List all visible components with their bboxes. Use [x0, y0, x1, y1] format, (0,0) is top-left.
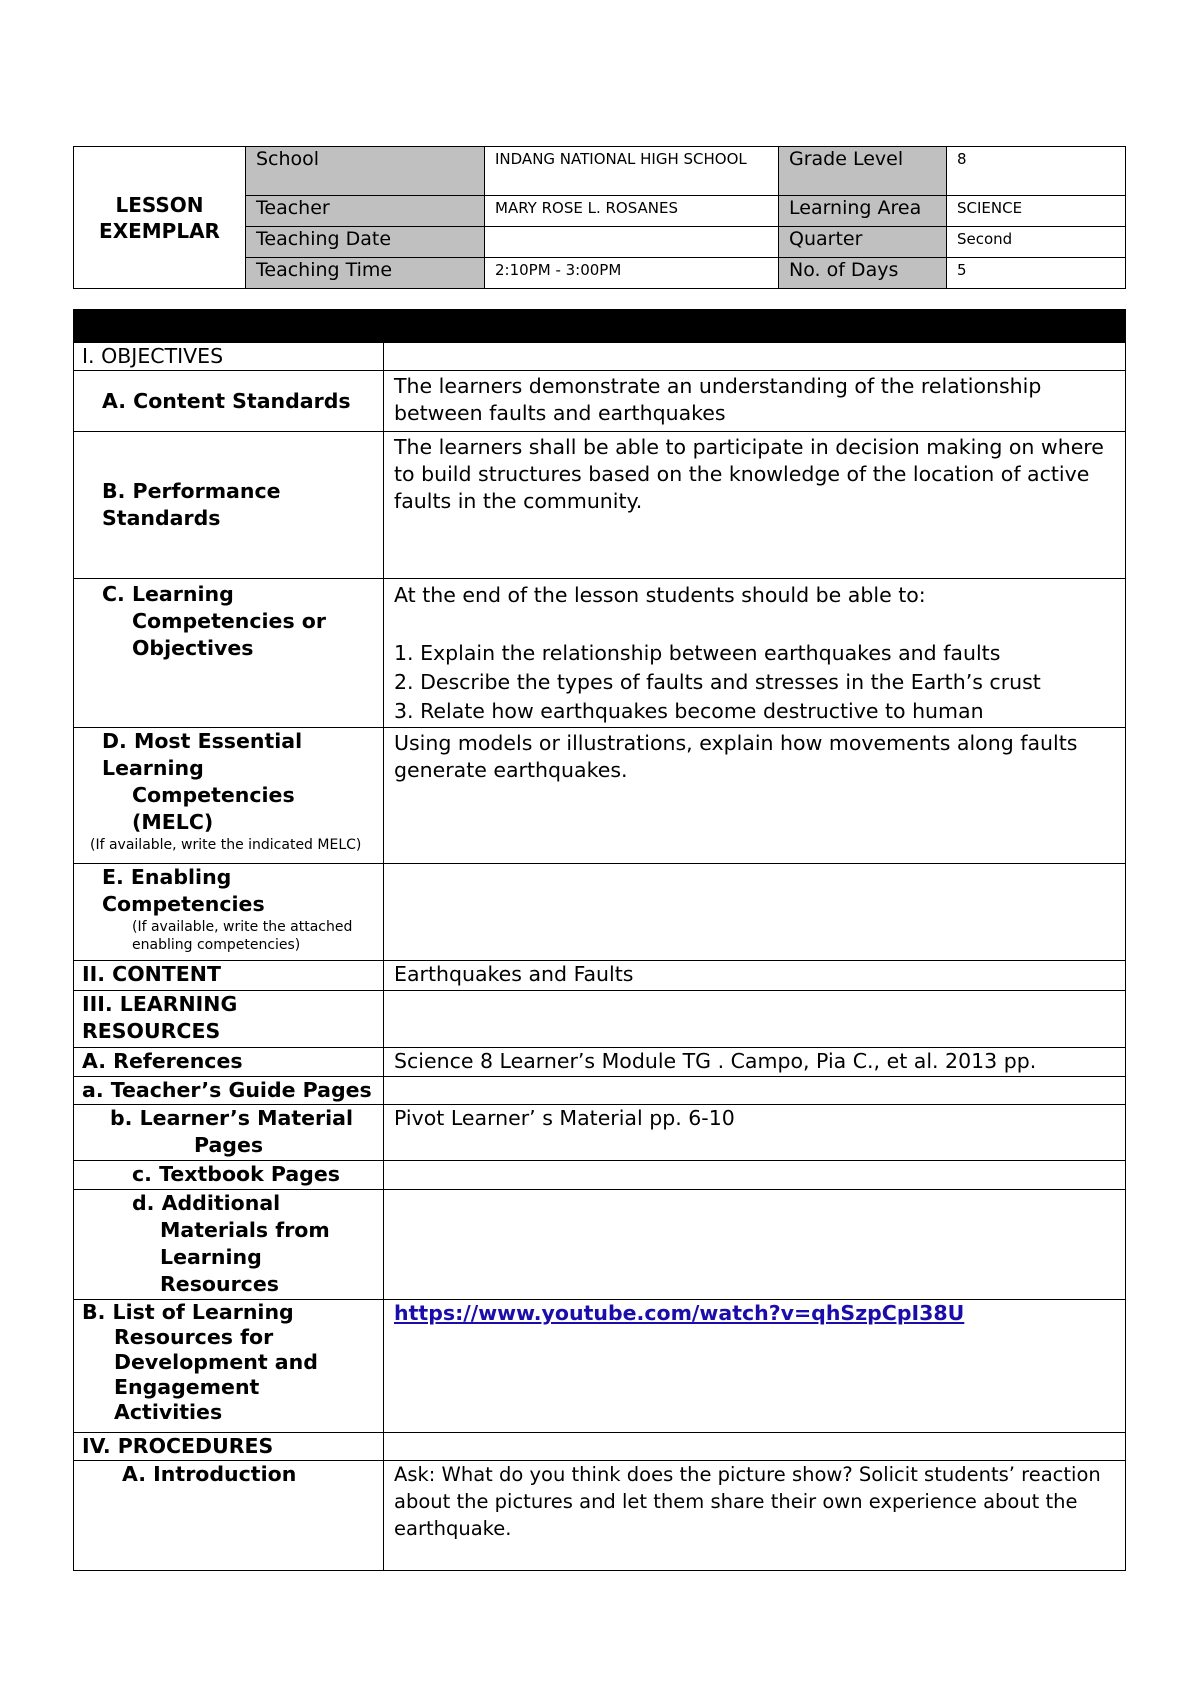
learning-resources-value — [384, 991, 1126, 1048]
textbook-pages-value — [384, 1161, 1126, 1190]
no-of-days-label: No. of Days — [779, 258, 947, 289]
learners-material-pages-label: b. Learner’s Material Pages — [74, 1105, 384, 1161]
textbook-pages-label: c. Textbook Pages — [74, 1161, 384, 1190]
content-standards-value: The learners demonstrate an understanding of the relationship between faults and earthquakes — [384, 371, 1126, 432]
performance-standards-value: The learners shall be able to participate in decision making on where to build structures based on the knowledge of the location of active faults in the community. — [384, 432, 1126, 579]
learning-area-value: SCIENCE — [947, 196, 1126, 227]
teaching-time-value: 2:10PM - 3:00PM — [485, 258, 779, 289]
learning-resources-heading: III. LEARNING RESOURCES — [74, 991, 384, 1048]
objective-item: 2. Describe the types of faults and stresses in the Earth’s crust — [394, 670, 1041, 694]
black-header-bar — [74, 310, 1126, 343]
learners-material-pages-value: Pivot Learner’ s Material pp. 6-10 — [384, 1105, 1126, 1161]
references-value: Science 8 Learner’s Module TG . Campo, Pia C., et al. 2013 pp. — [384, 1048, 1126, 1077]
objectives-value — [384, 343, 1126, 371]
enabling-note: (If available, write the attached enabling competencies) — [132, 919, 353, 953]
teacher-value: MARY ROSE L. ROSANES — [485, 196, 779, 227]
quarter-value: Second — [947, 227, 1126, 258]
quarter-label: Quarter — [779, 227, 947, 258]
teaching-date-value — [485, 227, 779, 258]
objective-item: 3. Relate how earthquakes become destructive to human — [394, 699, 984, 723]
objective-item: 1. Explain the relationship between earthquakes and faults — [394, 641, 1001, 665]
melc-note: (If available, write the indicated MELC) — [90, 837, 362, 853]
learning-competencies-value: At the end of the lesson students should be able to: 1. Explain the relationship between earthquakes and faults 2. Describe the types of faults and stresses in the Earth’s crust 3. Relate how earthquakes become destructive to human — [384, 579, 1126, 728]
school-label: School — [246, 147, 485, 196]
melc-label: D. Most Essential Learning Competencies (MELC) (If available, write the indicated MELC) — [74, 728, 384, 864]
list-of-learning-resources-value — [384, 1300, 1126, 1433]
procedures-value — [384, 1433, 1126, 1461]
grade-level-value: 8 — [947, 147, 1126, 196]
procedures-heading: IV. PROCEDURES — [74, 1433, 384, 1461]
teacher-label: Teacher — [246, 196, 485, 227]
learning-competencies-label: C. Learning Competencies or Objectives — [74, 579, 384, 728]
no-of-days-value: 5 — [947, 258, 1126, 289]
introduction-label: A. Introduction — [74, 1461, 384, 1571]
enabling-competencies-label: E. Enabling Competencies (If available, write the attached enabling competencies) — [74, 864, 384, 961]
objectives-heading: I. OBJECTIVES — [74, 343, 384, 371]
references-label: A. References — [74, 1048, 384, 1077]
school-value: INDANG NATIONAL HIGH SCHOOL — [485, 147, 779, 196]
teachers-guide-pages-value — [384, 1077, 1126, 1105]
teachers-guide-pages-label: a. Teacher’s Guide Pages — [74, 1077, 384, 1105]
content-standards-label: A. Content Standards — [74, 371, 384, 432]
learning-area-label: Learning Area — [779, 196, 947, 227]
additional-materials-label: d. Additional Materials from Learning Resources — [74, 1190, 384, 1300]
header-table — [73, 146, 1126, 289]
enabling-competencies-value — [384, 864, 1126, 961]
performance-standards-label: B. Performance Standards — [74, 432, 384, 579]
content-value: Earthquakes and Faults — [384, 961, 1126, 991]
grade-level-label: Grade Level — [779, 147, 947, 196]
lesson-exemplar-title: LESSON EXEMPLAR — [74, 147, 246, 289]
lesson-plan-table — [73, 309, 1126, 1571]
melc-value: Using models or illustrations, explain how movements along faults generate earthquakes. — [384, 728, 1126, 864]
content-heading: II. CONTENT — [74, 961, 384, 991]
list-of-learning-resources-label: B. List of Learning Resources for Development and Engagement Activities — [74, 1300, 384, 1433]
teaching-time-label: Teaching Time — [246, 258, 485, 289]
introduction-value: Ask: What do you think does the picture show? Solicit students’ reaction about the pictures and let them share their own experience about the earthquake. — [384, 1461, 1126, 1571]
youtube-link[interactable]: https://www.youtube.com/watch?v=qhSzpCpI38U — [394, 1301, 965, 1325]
teaching-date-label: Teaching Date — [246, 227, 485, 258]
additional-materials-value — [384, 1190, 1126, 1300]
